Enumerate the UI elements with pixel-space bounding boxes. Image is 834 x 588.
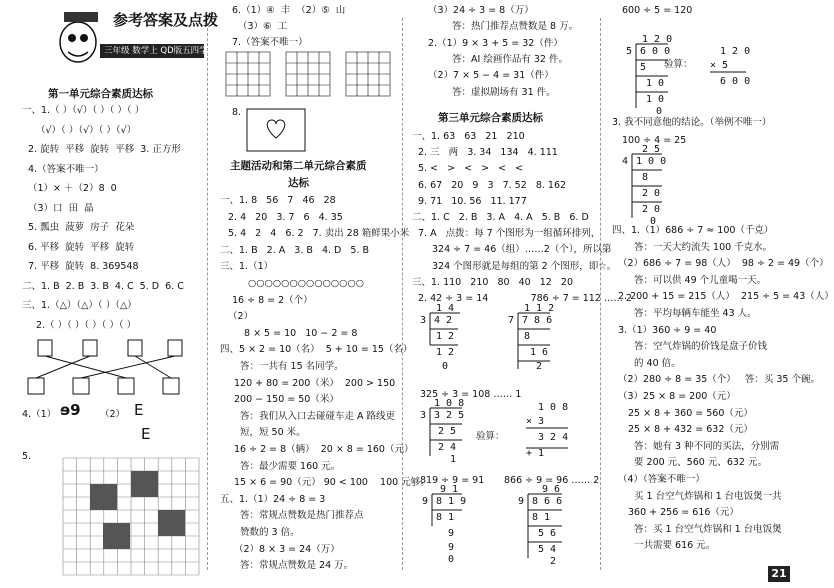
answer-line: 一、1. 8 56 7 46 28 [220,195,336,206]
section-title: 第一单元综合素质达标 [48,88,153,100]
svg-text:3: 3 [420,315,427,326]
answer-line: （2） [228,311,254,323]
grid-figure [63,458,199,576]
answer-line: ○○○○○○○○○○○○○○ [248,278,365,289]
svg-text:2: 2 [550,556,557,567]
svg-text:4: 4 [622,156,629,167]
svg-text:8: 8 [642,172,649,183]
answer-line: 答：最少需要 160 元。 [240,460,341,472]
column-1 [18,0,219,588]
answer-line: 答：虚拟剧场有 31 件。 [452,86,556,98]
answer-line: 4.（答案不唯一） [28,163,104,175]
svg-text:1 0 0: 1 0 0 [636,156,667,167]
svg-text:1 0 8: 1 0 8 [434,398,465,409]
svg-text:8 6 6: 8 6 6 [532,496,563,507]
answer-line: 200 − 150 = 50（米） [234,394,339,406]
heart-figure [246,108,308,154]
answer-line: 6.（1）④ 丰 （2）⑤ 山 [232,5,346,16]
answer-line: 二、1. B 2. A 3. B 4. D 5. B [220,244,370,256]
long-division [418,305,598,380]
answer-line: （4）（答案不唯一） [618,474,705,485]
answer-line: 600 ÷ 5 = 120 [622,5,693,16]
svg-text:9 6: 9 6 [542,484,561,495]
svg-text:5 6: 5 6 [538,528,557,539]
svg-text:0: 0 [442,361,449,372]
answer-line: 9. 71 10. 56 11. 177 [418,195,527,207]
svg-text:2 5: 2 5 [438,426,457,437]
svg-text:1 0: 1 0 [646,94,665,105]
answer-line: 的 40 倍。 [634,357,681,369]
svg-text:3: 3 [420,410,427,421]
column-2 [212,0,430,588]
answer-line: 答：热门推荐点赞数是 8 万。 [452,21,579,33]
answer-line: 二、1. C 2. B 3. A 4. A 5. B 6. D [412,212,589,223]
svg-text:7: 7 [508,315,515,326]
answer-line: 答：可以供 49 个儿童喝一天。 [634,274,767,286]
svg-text:2: 2 [536,361,543,372]
svg-text:1 2 0: 1 2 0 [720,46,751,57]
answer-line: 25 × 8 + 432 = 632（元） [628,424,753,436]
answer-line: 答：空气炸锅的价钱是盘子价钱 [634,341,768,353]
svg-text:2 0: 2 0 [642,204,661,215]
answer-line: 3.（1）360 ÷ 9 = 40 [618,324,717,336]
svg-text:5: 5 [626,46,633,57]
page-number: 21 [768,566,790,582]
letter-answer: E [134,401,144,419]
svg-text:0: 0 [448,554,455,565]
svg-text:8 1: 8 1 [532,512,551,523]
svg-text:× 5: × 5 [710,60,729,71]
column-4 [606,0,834,588]
answer-line: 25 × 8 + 360 = 560（元） [628,407,753,419]
answer-line: （2）280 ÷ 8 = 35（个） 答：买 35 个碗。 [618,374,820,386]
answer-line: 四、1.（1）686 ÷ 7 ≈ 100（千克） [612,225,774,236]
answer-line: 5. 瓢虫 菠萝 房子 花朵 [28,222,135,233]
answer-line: （3）24 ÷ 3 = 8（万） [428,5,534,16]
svg-text:9: 9 [448,528,455,539]
section-title: 主题活动和第二单元综合素质 [230,160,367,172]
svg-text:6 0 0: 6 0 0 [720,76,751,87]
answer-line: 6. 平移 旋转 平移 旋转 [28,241,135,253]
answer-line: 2. 旋转 平移 旋转 平移 3. 正方形 [28,144,181,155]
brand-title: 参考答案及点拨 [113,11,219,29]
answer-line: 短，短 50 米。 [240,427,306,439]
answer-line: 5. < > < > < < [418,163,524,175]
answer-line: 四、5 × 2 = 10（名） 5 + 10 = 15（名） [220,344,413,356]
svg-text:9: 9 [518,496,525,507]
column-divider [207,18,208,570]
answer-line: 100 ÷ 4 = 25 [622,135,687,146]
answer-line: 要 200 元、560 元、632 元。 [634,457,767,469]
letter-answer-2: E [141,425,151,443]
answer-line: 7. A 点拨：每 7 个图形为一组循环排列， [418,228,601,240]
svg-text:1 1 2: 1 1 2 [524,303,555,314]
svg-text:0: 0 [656,106,663,117]
answer-line: 五、1.（1）24 ÷ 8 = 3 [220,493,326,505]
svg-text:5: 5 [640,62,647,73]
svg-text:1 2: 1 2 [436,331,455,342]
long-division-5 [616,144,716,227]
svg-text:3 2 4: 3 2 4 [538,432,569,443]
question-4-part2: （2） [100,409,126,420]
answer-line: （3）口 田 晶 [28,202,94,214]
question-8: 8. [232,107,242,118]
svg-text:+ 1: + 1 [526,448,545,459]
answer-line: （3）⑥ 工 [238,21,288,32]
answer-line: 一、1.（ ）（√）（ ）（ ）（ ） [22,105,145,116]
answer-line: 2.（1）9 × 3 + 5 = 32（件） [428,37,563,49]
answer-line: （2）8 × 3 = 24（万） [234,543,340,555]
answer-line: 三、1. 110 210 80 40 12 20 [412,276,573,288]
answer-line: （√）（ ）（√）（ ）（√） [36,124,137,136]
answer-line: （2）7 × 5 − 4 = 31（件） [428,70,554,82]
svg-text:1: 1 [450,454,457,465]
division-c: 866 ÷ 9 = 96 …… 2 [504,475,600,486]
answer-line: 6. 67 20 9 3 7. 52 8. 162 [418,179,567,191]
answer-line: 答：平均每辆车能坐 43 人。 [634,308,757,319]
matching-figure [18,336,203,396]
answer-line: 16 ÷ 2 = 8（辆） 20 × 8 = 160（元） [234,444,414,455]
svg-text:2 4: 2 4 [438,442,457,453]
answer-line: 答：常规点赞数是热门推荐点 [240,510,364,522]
svg-text:1 2: 1 2 [436,347,455,358]
section-title-cont: 达标 [288,177,309,189]
division-b: 819 ÷ 9 = 91 [420,475,485,486]
svg-text:× 3: × 3 [526,416,545,427]
answer-line: 一、1. 63 63 21 210 [412,131,525,142]
svg-text:2 0: 2 0 [642,188,661,199]
answer-line: 三、1.（1） [220,261,274,273]
svg-text:9: 9 [422,496,429,507]
svg-text:4 2: 4 2 [434,315,453,326]
question-4: 4.（1） [22,409,57,420]
svg-text:8 1 9: 8 1 9 [436,496,467,507]
answer-line: （2）686 ÷ 7 = 98（人） 98 ÷ 2 = 49（个） [618,258,829,270]
section-title: 第三单元综合素质达标 [438,112,543,124]
svg-text:7 8 6: 7 8 6 [522,315,553,326]
answer-line: 2.（ ）（ ）（ ）（ ）（ ） [36,319,137,331]
svg-text:2 5: 2 5 [642,144,661,155]
question-5: 5. [22,451,32,462]
svg-text:1 6: 1 6 [530,347,549,358]
svg-text:5 4: 5 4 [538,544,557,555]
brand-subtitle: 三年级 数学上 QD版五四学制 [104,46,217,56]
check-label: 验算： [664,59,693,70]
answer-line: 答：AI 绘画作品有 32 件。 [452,53,568,65]
answer-line: 2. 200 + 15 = 215（人） 215 ÷ 5 = 43（人） [618,291,834,303]
grid-patterns [226,52,396,98]
answer-line: 答：她有 3 种不同的买法，分别需 [634,440,780,452]
answer-line: 一共需要 616 元。 [634,540,716,552]
answer-line: 答：一共有 15 名同学。 [240,361,344,372]
svg-text:1 4: 1 4 [436,303,455,314]
svg-text:1 0 8: 1 0 8 [538,402,569,413]
check-label: 验算： [476,431,505,442]
answer-line: 324 ÷ 7 = 46（组）……2（个），所以第 [432,244,612,256]
svg-text:8: 8 [524,331,531,342]
svg-text:0: 0 [650,216,657,227]
answer-line: 三、1.（△）（△）（ ）（△） [22,300,137,311]
svg-text:8 1: 8 1 [436,512,455,523]
answer-line: 5. 4 2 4 6. 2 7. 卖出 28 箱鲜果小米 [228,228,410,240]
answer-line: 3. 我不同意他的结论。（举例不唯一） [612,117,772,128]
answer-line: 答：一天大约流失 100 千克水。 [634,241,773,253]
answer-line: 2. 42 ÷ 3 = 14 786 ÷ 7 = 112 …… 2 [418,293,632,304]
answer-line: 答：我们从入口去碰碰车走 A 路线更 [240,410,396,422]
column-3 [408,0,632,588]
answer-line: 7. 平移 旋转 8. 369548 [28,261,139,272]
answer-line: 答：买 1 台空气炸锅和 1 台电饭煲 [634,523,782,535]
svg-text:3 2 5: 3 2 5 [434,410,465,421]
answer-line: 8 × 5 = 10 10 − 2 = 8 [244,327,358,339]
answer-line: （3）25 × 8 = 200（元） [618,391,736,402]
svg-text:1 0: 1 0 [646,78,665,89]
svg-text:6 0 0: 6 0 0 [640,46,671,57]
answer-line: 15 × 6 = 90（元） 90 < 100 100 元够。 [234,477,430,489]
mirror-answer: ɘ9 [60,401,81,419]
svg-text:9: 9 [448,542,455,553]
svg-text:1 2 0: 1 2 0 [642,34,673,45]
division-a: 325 ÷ 3 = 108 …… 1 [420,389,522,400]
long-division-4 [616,34,786,117]
answer-line: 2. 三 两 3. 34 134 4. 111 [418,147,558,159]
answer-line: （1）× ＋（2）8 0 [28,183,117,194]
answer-line: 赞数的 3 倍。 [240,527,300,538]
answer-line: 7.（答案不唯一） [232,37,308,48]
answer-line: 360 + 256 = 616（元） [628,507,739,519]
long-division-2 [418,400,598,464]
long-division-3 [418,486,598,566]
answer-line: 120 + 80 = 200（米） 200 > 150 [234,377,396,389]
answer-line: 买 1 台空气炸锅和 1 台电饭煲一共 [634,490,782,502]
answer-line: 16 ÷ 8 = 2（个） [232,294,313,306]
svg-text:9 1: 9 1 [440,484,459,495]
answer-line: 二、1. B 2. B 3. B 4. C 5. D 6. C [22,280,184,292]
answer-line: 2. 4 20 3. 7 6 4. 35 [228,211,343,223]
answer-line: 答：常规点赞数是 24 万。 [240,560,354,572]
answer-line: 324 个图形就是每组的第 2 个图形，即☆。 [432,260,617,272]
